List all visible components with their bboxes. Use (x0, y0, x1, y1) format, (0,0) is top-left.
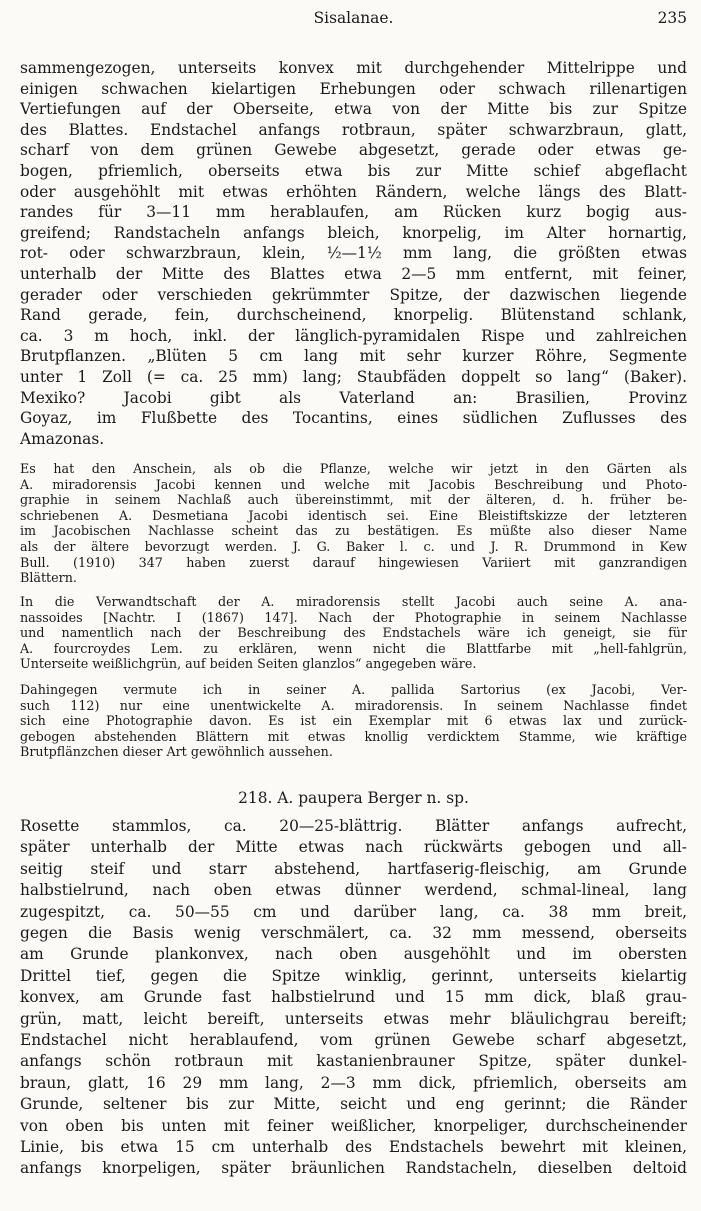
text-line: später unterhalb der Mitte etwas nach rückwärts gebogen und all- (20, 838, 687, 857)
text-line: greifend; Randstacheln anfangs bleich, knorpelig, im Alter hornartig, (20, 223, 687, 242)
text-line: Mexiko? Jacobi gibt als Vaterland an: Brasilien, Provinz (20, 388, 687, 407)
text-line: gegen die Basis wenig verschmälert, ca. 32 mm messend, oberseits (20, 924, 687, 942)
text-line: bogen, pfriemlich, oberseits etwa bis zur Mitte schief abgeflacht (20, 162, 687, 180)
text-line: einigen schwachen kielartigen Erhebungen oder schwach rillenartigen (20, 79, 687, 98)
footnote-line: such 112) nur eine unentwickelte A. miradorensis. In seinem Nachlasse findet (20, 697, 687, 713)
text-line: des Blattes. Endstachel anfangs rotbraun, später schwarzbraun, glatt, (20, 120, 687, 139)
footnote-line: sich eine Photographie davon. Es ist ein Exemplar mit 6 etwas lax und zurück- (20, 713, 687, 729)
page-number: 235 (657, 9, 687, 27)
text-line: sammengezogen, unterseits konvex mit durchgehender Mittelrippe und (20, 59, 687, 77)
footnote-line: In die Verwandtschaft der A. miradorensis stellt Jacobi auch seine A. ana- (20, 594, 687, 609)
text-line: anfangs schön rotbraun mit kastanienbrauner Spitze, später dunkel- (20, 1052, 687, 1071)
text-line: Goyaz, im Flußbette des Tocantins, eines südlichen Zuflusses des (20, 409, 687, 428)
text-line: rot- oder schwarzbraun, klein, ½—1½ mm lang, die größten etwas (20, 244, 687, 263)
footnote-line: Bull. (1910) 347 haben zuerst darauf hingewiesen Variiert mit ganzrandigen (20, 554, 687, 570)
text-line: Rosette stammlos, ca. 20—25-blättrig. Blätter anfangs aufrecht, (20, 817, 687, 835)
footnote-line: Dahingegen vermute ich in seiner A. pallida Sartorius (ex Jacobi, Ver- (20, 682, 687, 697)
running-header (20, 9, 687, 29)
footnote-line: A. fourcroydes Lem. zu erklären, wenn nicht die Blattfarbe mit „hell-fahlgrün, (20, 640, 687, 656)
text-line: oder ausgehöhlt mit etwas erhöhten Rändern, welche längs des Blatt- (20, 182, 687, 201)
footnote-line: Blättern. (20, 570, 77, 586)
text-line: Endstachel nicht herablaufend, vom grünen Gewebe scharf abgesetzt, (20, 1031, 687, 1049)
text-line: braun, glatt, 16 29 mm lang, 2—3 mm dick, pfriemlich, oberseits am (20, 1073, 687, 1092)
text-line: unter 1 Zoll (= ca. 25 mm) lang; Staubfäden doppelt so lang“ (Baker). (20, 368, 687, 386)
text-line: Rand gerade, fein, durchscheinend, knorpelig. Blütenstand schlank, (20, 306, 687, 325)
footnote-line: graphie in seinem Nachlaß auch übereinstimmt, mit der älteren, d. h. früher be- (20, 492, 687, 508)
text-line: Linie, bis etwa 15 cm unterhalb des Endstachels bewehrt mit kleinen, (20, 1138, 687, 1156)
text-line: Amazonas. (20, 429, 105, 448)
text-line: Drittel tief, gegen die Spitze winklig, gerinnt, unterseits kielartig (20, 966, 687, 985)
text-line: zugespitzt, ca. 50—55 cm und darüber lang, ca. 38 mm breit, (20, 902, 687, 921)
text-line: gerader oder verschieden gekrümmter Spitze, der dazwischen liegende (20, 285, 687, 304)
footnote-line: und namentlich nach der Beschreibung des Endstachels wäre ich geneigt, sie für (20, 625, 687, 641)
footnote-line: schriebenen A. Desmetiana Jacobi identisch sei. Eine Bleistiftskizze der letzteren (20, 507, 687, 523)
text-line: am Grunde plankonvex, nach oben ausgehöhlt und im obersten (20, 945, 687, 964)
section-heading: 218. A. paupera Berger n. sp. (238, 789, 469, 807)
text-line: konvex, am Grunde fast halbstielrund und 15 mm dick, blaß grau- (20, 988, 687, 1007)
footnote-line: im Jacobischen Nachlasse scheint das zu bestätigen. Es müßte also dieser Name (20, 523, 687, 539)
text-line: scharf von dem grünen Gewebe abgesetzt, gerade oder etwas ge- (20, 141, 687, 160)
text-line: anfangs knorpeligen, später bräunlichen Randstacheln, dieselben deltoid (20, 1159, 687, 1178)
text-line: von oben bis unten mit feiner weißlicher, knorpeliger, durchscheinender (20, 1116, 687, 1135)
text-line: Grunde, seltener bis zur Mitte, seicht und eng gerinnt; die Ränder (20, 1095, 687, 1114)
running-title: Sisalanae. (313, 9, 394, 27)
text-line: halbstielrund, nach oben etwas dünner werdend, schmal-lineal, lang (20, 881, 687, 900)
footnote-line: als der ältere bevorzugt werden. J. G. Baker l. c. und J. R. Drummond in Kew (20, 539, 687, 554)
text-line: Vertiefungen auf der Oberseite, etwa von der Mitte bis zur Spitze (20, 100, 687, 119)
text-line: seitig steif und starr abstehend, hartfaserig-fleischig, am Grunde (20, 859, 687, 878)
footnote-line: Brutpflänzchen dieser Art gewöhnlich aussehen. (20, 744, 333, 760)
text-line: unterhalb der Mitte des Blattes etwa 2—5 mm entfernt, mit feiner, (20, 265, 687, 283)
text-line: ca. 3 m hoch, inkl. der länglich-pyramidalen Rispe und zahlreichen (20, 326, 687, 345)
footnote-line: Unterseite weißlichgrün, auf beiden Seiten glanzlos“ angegeben wäre. (20, 656, 477, 672)
footnote-line: nassoides [Nachtr. I (1867) 147]. Nach der Photographie in seinem Nachlasse (20, 609, 687, 625)
footnote-line: A. miradorensis Jacobi kennen und welche mit Jacobis Beschreibung und Photo- (20, 476, 687, 492)
text-line: grün, matt, leicht bereift, unterseits etwas mehr bläulichgrau bereift; (20, 1009, 687, 1028)
text-line: randes für 3—11 mm herablaufen, am Rücken kurz bogig aus- (20, 203, 687, 222)
footnote-line: gebogen abstehenden Blättern mit etwas knollig verdicktem Stamme, wie kräftige (20, 728, 687, 744)
text-line: Brutpflanzen. „Blüten 5 cm lang mit sehr kurzer Röhre, Segmente (20, 347, 687, 366)
footnote-line: Es hat den Anschein, als ob die Pflanze, welche wir jetzt in den Gärten als (20, 461, 687, 476)
